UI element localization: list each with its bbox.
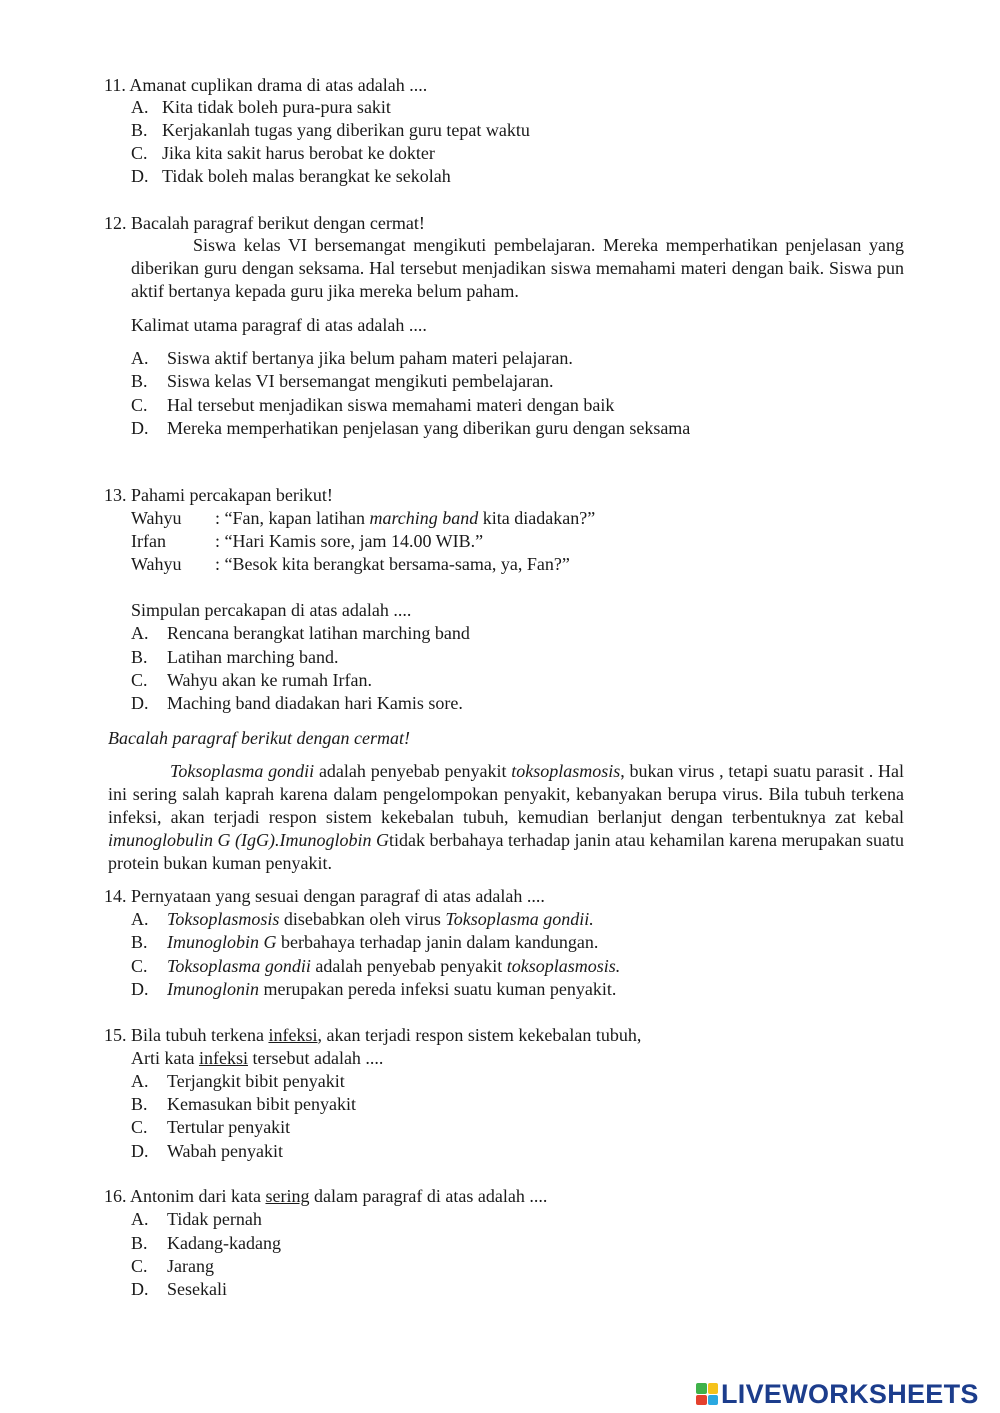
option-text: Wahyu akan ke rumah Irfan. bbox=[167, 670, 372, 690]
q12-stem: 12. Bacalah paragraf berikut dengan cermat! bbox=[104, 213, 425, 233]
reading-italic-term: imunoglobulin G (IgG).Imunoglobin G bbox=[108, 830, 390, 850]
reading-text: , bukan virus , tetapi suatu parasit . Hal ini sering salah kaprah karena dalam pengelompokan penyakit, kebanyakan berupa virus. Bila tubuh terkena infeksi, akan terjadi respon sistem kekebalan tubuh, kemudian berlanjut dengan terbentuknya zat kebal bbox=[108, 761, 905, 827]
option-letter: C. bbox=[131, 670, 148, 690]
stem-text-end: dalam paragraf di atas adalah .... bbox=[309, 1186, 548, 1206]
option-text: Tertular penyakit bbox=[167, 1117, 291, 1137]
option-italic: Toksoplasma gondii bbox=[167, 956, 311, 976]
option-letter: B. bbox=[131, 647, 148, 667]
option-text: Hal tersebut menjadikan siswa memahami materi dengan baik bbox=[167, 395, 615, 415]
reading-text: adalah penyebab penyakit bbox=[314, 761, 512, 781]
dialog-emphasis: marching band bbox=[369, 508, 479, 528]
option-letter: A. bbox=[131, 1209, 149, 1229]
option-letter: A. bbox=[131, 348, 149, 368]
stem-text: 15. Bila tubuh terkena bbox=[104, 1025, 269, 1045]
q14-option-c[interactable] bbox=[131, 955, 620, 977]
dialog-text: : “Fan, kapan latihan bbox=[215, 508, 370, 528]
dialog-speaker: Wahyu bbox=[131, 508, 182, 528]
underlined-word: sering bbox=[265, 1186, 310, 1206]
option-text: Tidak pernah bbox=[167, 1209, 262, 1229]
question-text-end: tersebut adalah .... bbox=[247, 1048, 384, 1068]
option-text: disebabkan oleh virus bbox=[279, 909, 446, 929]
q12-option-b[interactable] bbox=[131, 370, 554, 392]
reading-instruction bbox=[108, 727, 410, 749]
q16-option-a[interactable] bbox=[131, 1208, 262, 1230]
option-italic: Imunoglonin bbox=[167, 979, 259, 999]
option-text: berbahaya terhadap janin dalam kandungan. bbox=[276, 932, 599, 952]
reading-text: tidak berbahaya terhadap janin atau kehamilan karena merupakan suatu protein bukan kuman penyakit. bbox=[108, 830, 904, 873]
dialog-speaker: Wahyu bbox=[131, 554, 182, 574]
q13-option-d[interactable] bbox=[131, 692, 463, 714]
q12-question: Kalimat utama paragraf di atas adalah .... bbox=[131, 315, 427, 335]
q12-paragraph: Siswa kelas VI bersemangat mengikuti pembelajaran. Mereka memperhatikan penjelasan yang diberikan guru dengan seksama. Hal tersebut menjadikan siswa memahami materi dengan baik. Siswa pun aktif bertanya kepada guru jika mereka belum paham. bbox=[131, 235, 904, 301]
liveworksheets-logo-text: LIVEWORKSHEETS bbox=[721, 1378, 979, 1409]
option-letter: D. bbox=[131, 693, 149, 713]
q15-stem bbox=[104, 1024, 641, 1046]
q13-question: Simpulan percakapan di atas adalah .... bbox=[131, 600, 412, 620]
reading-italic-term: toksoplasmosis bbox=[511, 761, 621, 781]
option-text: Siswa aktif bertanya jika belum paham materi pelajaran. bbox=[167, 348, 573, 368]
option-letter: B. bbox=[131, 371, 148, 391]
logo-square-icon bbox=[708, 1383, 719, 1394]
option-text: Maching band diadakan hari Kamis sore. bbox=[167, 693, 463, 713]
q11-option-a[interactable] bbox=[131, 96, 391, 118]
option-letter: A. bbox=[131, 623, 149, 643]
q12-option-a[interactable] bbox=[131, 347, 573, 369]
q14-option-d[interactable] bbox=[131, 978, 616, 1000]
option-letter: C. bbox=[131, 395, 148, 415]
liveworksheets-logo[interactable] bbox=[696, 1380, 979, 1408]
option-letter: C. bbox=[131, 956, 148, 976]
dialog-speaker: Irfan bbox=[131, 531, 166, 551]
option-text: adalah penyebab penyakit bbox=[310, 956, 507, 976]
q14-stem: 14. Pernyataan yang sesuai dengan paragraf di atas adalah .... bbox=[104, 886, 545, 906]
q15-option-b[interactable] bbox=[131, 1093, 356, 1115]
option-letter: D. bbox=[131, 1279, 149, 1299]
option-letter: A. bbox=[131, 909, 149, 929]
option-italic: Toksoplasmosis bbox=[167, 909, 280, 929]
q15-option-d[interactable] bbox=[131, 1140, 283, 1162]
option-text: Jarang bbox=[167, 1256, 214, 1276]
q16-option-c[interactable] bbox=[131, 1255, 214, 1277]
option-letter: A. bbox=[131, 1071, 149, 1091]
underlined-word: infeksi bbox=[268, 1025, 318, 1045]
option-text: Kerjakanlah tugas yang diberikan guru tepat waktu bbox=[162, 120, 530, 140]
option-text: Kita tidak boleh pura-pura sakit bbox=[162, 97, 391, 117]
q13-option-b[interactable] bbox=[131, 646, 338, 668]
q13-stem: 13. Pahami percakapan berikut! bbox=[104, 485, 333, 505]
q12-option-d[interactable] bbox=[131, 417, 690, 439]
q16-option-b[interactable] bbox=[131, 1232, 281, 1254]
option-text: Tidak boleh malas berangkat ke sekolah bbox=[162, 166, 451, 186]
option-italic: Toksoplasma gondii. bbox=[445, 909, 594, 929]
option-letter: D. bbox=[131, 979, 149, 999]
option-letter: D. bbox=[131, 418, 149, 438]
logo-square-icon bbox=[696, 1383, 707, 1394]
logo-square-icon bbox=[708, 1395, 719, 1406]
q13-option-c[interactable] bbox=[131, 669, 372, 691]
q11-option-b[interactable] bbox=[131, 119, 530, 141]
option-letter: B. bbox=[131, 1233, 148, 1253]
reading-paragraph bbox=[108, 760, 904, 875]
q14-option-a[interactable] bbox=[131, 908, 594, 930]
option-italic: toksoplasmosis. bbox=[506, 956, 621, 976]
option-text: Jika kita sakit harus berobat ke dokter bbox=[162, 143, 435, 163]
dialog-text: : “Hari Kamis sore, jam 14.00 WIB.” bbox=[215, 531, 484, 551]
option-text: Rencana berangkat latihan marching band bbox=[167, 623, 470, 643]
option-letter: B. bbox=[131, 1094, 148, 1114]
option-letter: C. bbox=[131, 1256, 148, 1276]
option-text: merupakan pereda infeksi suatu kuman penyakit. bbox=[259, 979, 617, 999]
q11-option-c[interactable] bbox=[131, 142, 435, 164]
q12-option-c[interactable] bbox=[131, 394, 614, 416]
q13-dialog-line bbox=[131, 553, 570, 575]
dialog-text: : “Besok kita berangkat bersama-sama, ya, Fan?” bbox=[215, 554, 570, 574]
option-text: Latihan marching band. bbox=[167, 647, 339, 667]
option-italic: Imunoglobin G bbox=[167, 932, 277, 952]
option-letter: C. bbox=[131, 1117, 148, 1137]
option-text: Mereka memperhatikan penjelasan yang diberikan guru dengan seksama bbox=[167, 418, 691, 438]
option-letter: C. bbox=[131, 143, 148, 163]
q14-option-b[interactable] bbox=[131, 931, 598, 953]
stem-text: 16. Antonim dari kata bbox=[104, 1186, 266, 1206]
option-letter: D. bbox=[131, 166, 149, 186]
q16-option-d[interactable] bbox=[131, 1278, 227, 1300]
option-text: Sesekali bbox=[167, 1279, 227, 1299]
q13-option-a[interactable] bbox=[131, 622, 470, 644]
q13-dialog-line bbox=[131, 507, 595, 529]
logo-square-icon bbox=[696, 1395, 707, 1406]
option-letter: B. bbox=[131, 932, 148, 952]
stem-text-end: , akan terjadi respon sistem kekebalan tubuh, bbox=[317, 1025, 642, 1045]
liveworksheets-icon bbox=[696, 1383, 718, 1405]
reading-italic-term: Toksoplasma gondii bbox=[170, 761, 315, 781]
option-text: Wabah penyakit bbox=[167, 1141, 284, 1161]
q15-option-c[interactable] bbox=[131, 1116, 290, 1138]
q15-option-a[interactable] bbox=[131, 1070, 345, 1092]
option-text: Terjangkit bibit penyakit bbox=[167, 1071, 345, 1091]
question-text: Arti kata bbox=[131, 1048, 199, 1068]
q11-option-d[interactable] bbox=[131, 165, 451, 187]
option-text: Kemasukan bibit penyakit bbox=[167, 1094, 356, 1114]
option-text: Siswa kelas VI bersemangat mengikuti pembelajaran. bbox=[167, 371, 554, 391]
reading-instruction-text: Bacalah paragraf berikut dengan cermat! bbox=[108, 728, 410, 748]
q11-stem: 11. Amanat cuplikan drama di atas adalah .... bbox=[104, 75, 428, 95]
q16-stem bbox=[104, 1185, 547, 1207]
q15-question bbox=[131, 1047, 383, 1069]
underlined-word: infeksi bbox=[198, 1048, 248, 1068]
option-letter: A. bbox=[131, 97, 149, 117]
dialog-text-end: kita diadakan?” bbox=[478, 508, 596, 528]
option-letter: B. bbox=[131, 120, 148, 140]
q13-dialog-line bbox=[131, 530, 483, 552]
option-letter: D. bbox=[131, 1141, 149, 1161]
option-text: Kadang-kadang bbox=[167, 1233, 281, 1253]
